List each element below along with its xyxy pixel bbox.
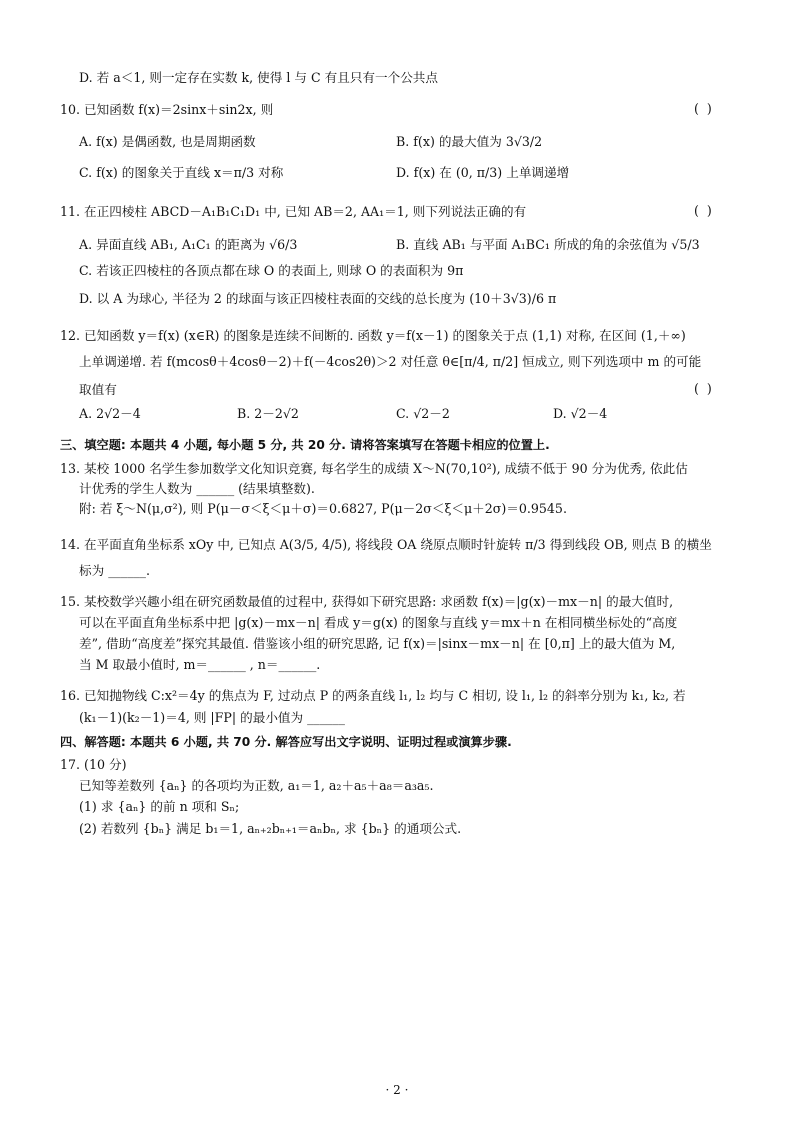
q10-option-c: C. f(x) 的图象关于直线 x＝π/3 对称: [79, 165, 284, 180]
q10-option-a: A. f(x) 是偶函数, 也是周期函数: [79, 134, 256, 149]
section-4-heading: 四、解答题: 本题共 6 小题, 共 70 分. 解答应写出文字说明、证明过程或演算步骤.: [60, 735, 512, 749]
q12-option-b: B. 2－2√2: [237, 406, 299, 421]
q14-stem-line1: 14. 在平面直角坐标系 xOy 中, 已知点 A(3/5, 4/5), 将线段 OA 绕原点顺时针旋转 π/3 得到线段 OB, 则点 B 的横坐: [60, 537, 712, 552]
q13-appendix: 附: 若 ξ～N(μ,σ²), 则 P(μ－σ＜ξ＜μ＋σ)＝0.6827, P(μ－2σ＜ξ＜μ＋2σ)＝0.9545.: [79, 501, 567, 516]
q16-stem-line1: 16. 已知抛物线 C:x²＝4y 的焦点为 F, 过动点 P 的两条直线 l₁, l₂ 均与 C 相切, 设 l₁, l₂ 的斜率分别为 k₁, k₂, 若: [60, 688, 686, 703]
q13-stem-line1: 13. 某校 1000 名学生参加数学文化知识竞赛, 每名学生的成绩 X～N(70,10²), 成绩不低于 90 分为优秀, 依此估: [60, 461, 688, 476]
q11-option-b: B. 直线 AB₁ 与平面 A₁BC₁ 所成的角的余弦值为 √5/3: [396, 237, 700, 252]
section-3-heading: 三、填空题: 本题共 4 小题, 每小题 5 分, 共 20 分. 请将答案填写在答题卡相应的位置上.: [60, 438, 550, 452]
q12-stem-line2: 上单调递增. 若 f(mcosθ＋4cosθ－2)＋f(－4cos2θ)＞2 对任意 θ∈[π/4, π/2] 恒成立, 则下列选项中 m 的可能: [79, 354, 702, 369]
q16-stem-line2: (k₁－1)(k₂－1)＝4, 则 |FP| 的最小值为 ______: [79, 710, 345, 725]
q10-stem: 10. 已知函数 f(x)＝2sinx＋sin2x, 则: [60, 102, 274, 117]
q9-option-d: D. 若 a＜1, 则一定存在实数 k, 使得 l 与 C 有且只有一个公共点: [79, 70, 438, 85]
q15-stem-line4: 当 M 取最小值时, m＝______ , n＝______.: [79, 657, 321, 672]
q11-answer-paren: ( ): [694, 203, 714, 218]
q12-option-c: C. √2－2: [396, 406, 450, 421]
q10-answer-paren: ( ): [694, 101, 714, 116]
q12-stem-line3: 取值有: [79, 382, 117, 397]
q14-stem-line2: 标为 ______.: [79, 563, 150, 578]
q12-answer-paren: ( ): [694, 381, 714, 396]
q17-part-1: (1) 求 {aₙ} 的前 n 项和 Sₙ;: [79, 799, 240, 814]
q17-stem: 已知等差数列 {aₙ} 的各项均为正数, a₁＝1, a₂＋a₅＋a₈＝a₃a₅.: [79, 778, 434, 793]
q15-stem-line1: 15. 某校数学兴趣小组在研究函数最值的过程中, 获得如下研究思路: 求函数 f(x)＝|g(x)－mx－n| 的最大值时,: [60, 594, 674, 609]
q11-option-d: D. 以 A 为球心, 半径为 2 的球面与该正四棱柱表面的交线的总长度为 (10＋3√3)/6 π: [79, 291, 557, 306]
q17-part-2: (2) 若数列 {bₙ} 满足 b₁＝1, aₙ₊₂bₙ₊₁＝aₙbₙ, 求 {bₙ} 的通项公式.: [79, 821, 462, 836]
q12-option-d: D. √2－4: [553, 406, 608, 421]
q11-option-c: C. 若该正四棱柱的各顶点都在球 O 的表面上, 则球 O 的表面积为 9π: [79, 263, 464, 278]
q12-stem-line1: 12. 已知函数 y＝f(x) (x∈R) 的图象是连续不间断的. 函数 y＝f(x－1) 的图象关于点 (1,1) 对称, 在区间 (1,＋∞): [60, 328, 686, 343]
q11-option-a: A. 异面直线 AB₁, A₁C₁ 的距离为 √6/3: [79, 237, 298, 252]
page-number: · 2 ·: [385, 1083, 409, 1097]
q13-stem-line2: 计优秀的学生人数为 ______ (结果填整数).: [79, 481, 315, 496]
q17-label: 17. (10 分): [60, 757, 127, 772]
q10-option-b: B. f(x) 的最大值为 3√3/2: [396, 134, 543, 149]
q15-stem-line2: 可以在平面直角坐标系中把 |g(x)－mx－n| 看成 y＝g(x) 的图象与直线 y＝mx＋n 在相同横坐标处的“高度: [79, 615, 678, 630]
q15-stem-line3: 差”, 借助“高度差”探究其最值. 借鉴该小组的研究思路, 记 f(x)＝|sinx－mx－n| 在 [0,π] 上的最大值为 M,: [79, 636, 676, 651]
q10-option-d: D. f(x) 在 (0, π/3) 上单调递增: [396, 165, 570, 180]
q12-option-a: A. 2√2－4: [79, 406, 141, 421]
q11-stem: 11. 在正四棱柱 ABCD－A₁B₁C₁D₁ 中, 已知 AB＝2, AA₁＝1, 则下列说法正确的有: [60, 204, 527, 219]
